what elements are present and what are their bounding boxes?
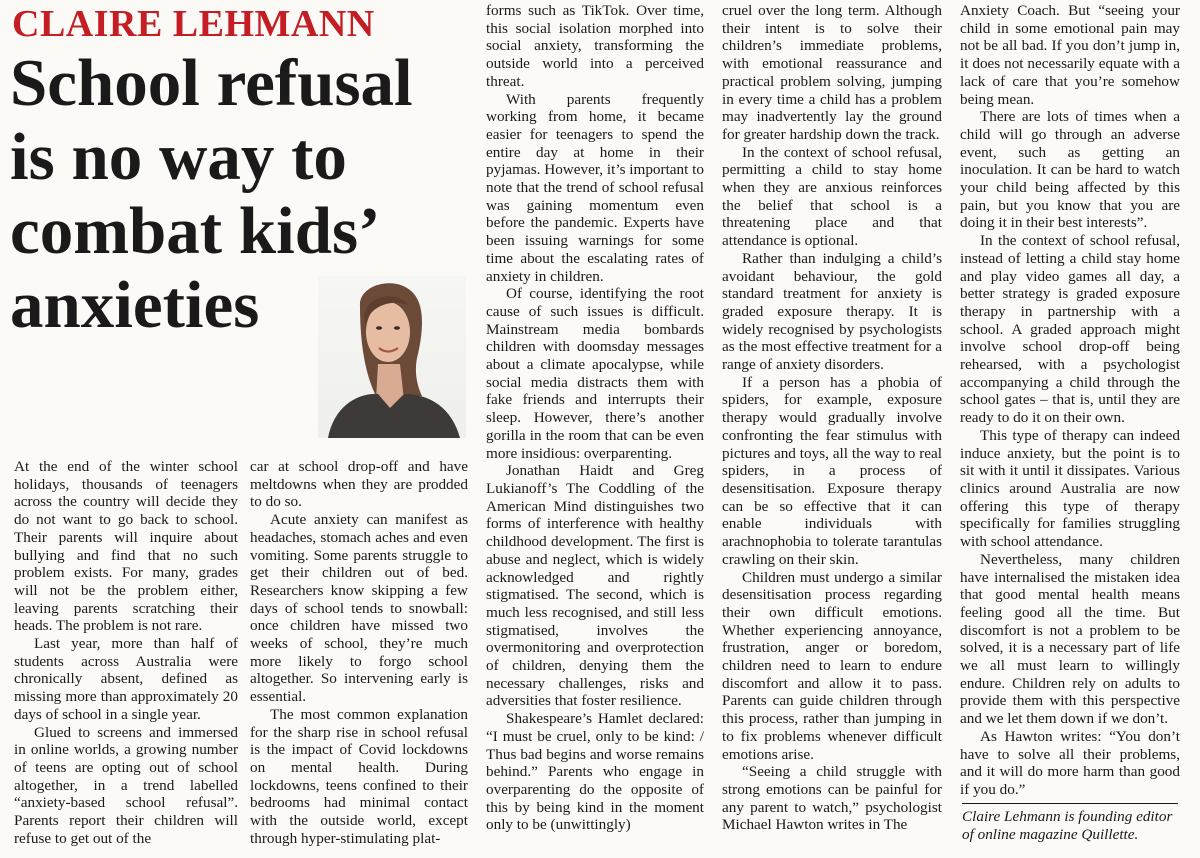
- article-column-3: [486, 2, 704, 858]
- article-column-5: [960, 2, 1180, 802]
- headline-line: combat kids’: [10, 194, 381, 268]
- paragraph: cruel over the long term. Although their intent is to solve their children’s immediate problems, with emotional reassurance and practical problem solving, jumping in every time a child has a problem may inadvertently lay the ground for greater hardship down the track.: [722, 2, 942, 143]
- paragraph: Glued to screens and immersed in online worlds, a growing number of teens are opting out of school altogether, in a trend labelled “anxiety-based school refusal”. Parents report their children will refuse to get out of the: [14, 723, 238, 847]
- author-photo: [318, 276, 466, 438]
- paragraph: Children must undergo a similar desensitisation process regarding their own difficult emotions. Whether experiencing annoyance, frustration, anger or boredom, children need to learn to endure discomfort and allow it to pass. Parents can guide children through this process, rather than jumping in to fix problems whenever difficult emotions arise.: [722, 568, 942, 763]
- paragraph: The most common explanation for the sharp rise in school refusal is the impact of Covid lockdowns on mental health. During lockdowns, teens confined to their bedrooms had minimal contact with the outside world, except through hyper-stimulating plat-: [250, 705, 468, 847]
- paragraph: “Seeing a child struggle with strong emotions can be painful for any parent to watch,” psychologist Michael Hawton writes in The: [722, 763, 942, 834]
- author-portrait-illustration: [318, 276, 466, 438]
- paragraph: There are lots of times when a child will go through an adverse event, such as getting an inoculation. It can be hard to watch your child being affected by this pain, but you know that you are doing it in their best interests”.: [960, 108, 1180, 232]
- article-column-4: [722, 2, 942, 858]
- paragraph: In the context of school refusal, instead of letting a child stay home and play video games all day, a better strategy is graded exposure therapy in partnership with a school. A graded approach might involve school drop-off being rehearsed, with a psychologist accompanying a child through the school gates – that is, until they are ready to do it on their own.: [960, 232, 1180, 427]
- paragraph: Last year, more than half of students across Australia were chronically absent, defined as missing more than approximately 20 days of school in a single year.: [14, 635, 238, 723]
- byline: CLAIRE LEHMANN: [12, 3, 375, 45]
- article-column-2: [250, 458, 468, 856]
- headline-line: is no way to: [10, 120, 347, 194]
- paragraph: Anxiety Coach. But “seeing your child in some emotional pain may not be all bad. If you don’t jump in, it does not necessarily equate with a lack of care that you’re somehow being mean.: [960, 2, 1180, 108]
- paragraph: Shakespeare’s Hamlet declared: “I must be cruel, only to be kind: / Thus bad begins and worse remains behind.” Parents who engage in overparenting do the opposite of this by being kind in the moment only to be (unwittingly): [486, 710, 704, 834]
- divider: [962, 803, 1178, 804]
- paragraph: Jonathan Haidt and Greg Lukianoff’s The Coddling of the American Mind distinguishes two forms of interference with healthy childhood development. The first is abuse and neglect, which is widely acknowledged and rightly stigmatised. The second, which is much less recognised, and still less stigmatised, involves the overmonitoring and overprotection of children, denying them the necessary challenges, risks and adversities that foster resilience.: [486, 462, 704, 710]
- paragraph: As Hawton writes: “You don’t have to solve all their problems, and it will do more harm than good if you do.”: [960, 727, 1180, 798]
- paragraph: forms such as TikTok. Over time, this social isolation morphed into social anxiety, transforming the outside world into a perceived threat.: [486, 2, 704, 90]
- paragraph: With parents frequently working from home, it became easier for teenagers to spend the entire day at home in their pyjamas. However, it’s important to note that the trend of school refusal was gaining momentum even before the pandemic. Experts have been issuing warnings for some time about the escalating rates of anxiety in children.: [486, 90, 704, 285]
- paragraph: If a person has a phobia of spiders, for example, exposure therapy would gradually involve confronting the fear stimulus with pictures and toys, all the way to real spiders, in a process of desensitisation. Exposure therapy can be so effective that it can enable individuals with arachnophobia to tolerate tarantulas crawling on their skin.: [722, 373, 942, 568]
- paragraph: Rather than indulging a child’s avoidant behaviour, the gold standard treatment for anxiety is graded exposure therapy. It is widely recognised by psychologists as the most effective treatment for a range of anxiety disorders.: [722, 249, 942, 374]
- paragraph: Nevertheless, many children have internalised the mistaken idea that good mental health means feeling good all the time. But discomfort is not a problem to be solved, it is a necessary part of life we all must learn to willingly endure. Children rely on adults to provide them with this perspective and we let them down if we don’t.: [960, 550, 1180, 728]
- paragraph: This type of therapy can indeed induce anxiety, but the point is to sit with it until it dissipates. Various clinics around Australia are now offering this type of therapy specifically for families struggling with school attendance.: [960, 426, 1180, 551]
- author-credit: Claire Lehmann is founding editor of online magazine Quillette.: [962, 808, 1173, 843]
- headline-line: School refusal: [10, 46, 413, 120]
- paragraph: Acute anxiety can manifest as headaches, stomach aches and even vomiting. Some parents struggle to get their children out of bed. Researchers know skipping a few days of school tends to snowball: once children have missed two weeks of school, they’re much more likely to forgo school altogether. So intervening early is essential.: [250, 511, 468, 706]
- paragraph: Of course, identifying the root cause of such issues is difficult. Mainstream media bombards children with doomsday messages about a climate apocalypse, while social media distracts them with fake friends and interrupts their sleep. However, there’s another gorilla in the room that can be even more insidious: overparenting.: [486, 285, 704, 462]
- paragraph: In the context of school refusal, permitting a child to stay home when they are anxious reinforces the belief that school is a threatening place and that attendance is optional.: [722, 143, 942, 250]
- paragraph: car at school drop-off and have meltdowns when they are prodded to do so.: [250, 458, 468, 511]
- paragraph: At the end of the winter school holidays, thousands of teenagers across the country will decide they do not want to go back to school. Their parents will inquire about bullying and find that no such problem exists. For many, grades will not be the problem either, leaving parents scratching their heads. The problem is not rare.: [14, 458, 238, 635]
- headline-line: anxieties: [10, 268, 260, 342]
- article-column-1: [14, 458, 238, 856]
